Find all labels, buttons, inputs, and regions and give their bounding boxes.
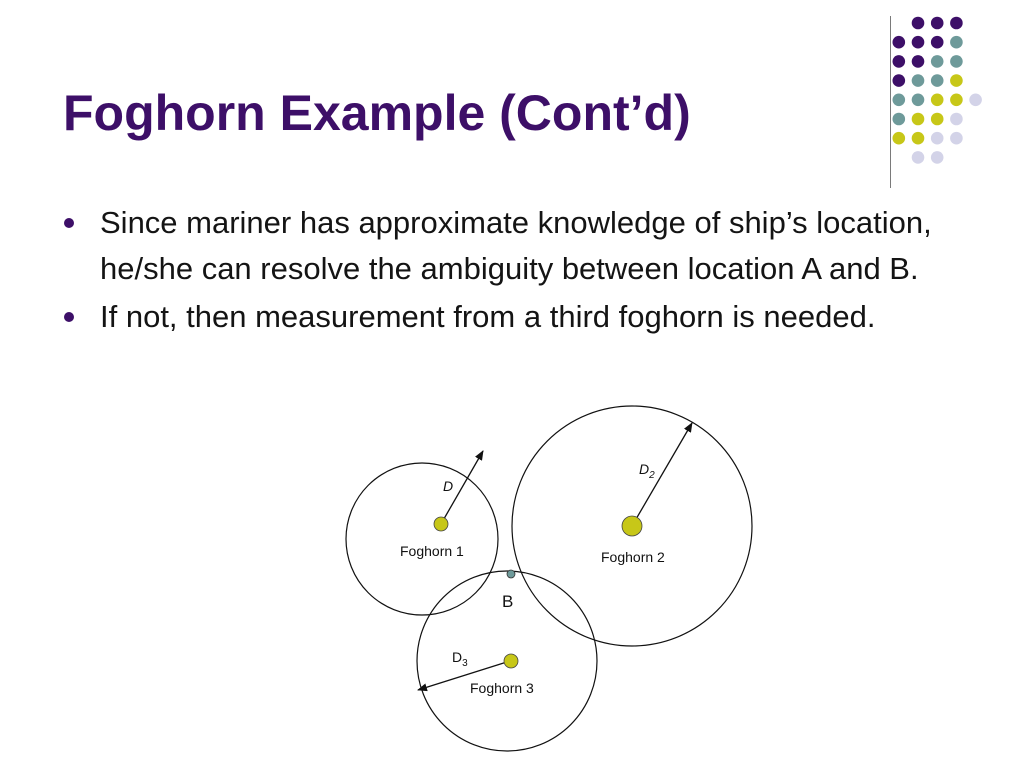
- foghorn-1-distance-label: D: [443, 478, 454, 494]
- foghorn-2-marker: [622, 516, 642, 536]
- foghorn-3-marker: [504, 654, 518, 668]
- foghorn-3-label: Foghorn 3: [470, 680, 534, 696]
- bullet-text: Since mariner has approximate knowledge of ship’s location, he/she can resolve the ambiguity between location A and B.: [100, 205, 932, 286]
- point-b-label: B: [502, 592, 514, 611]
- foghorn-1-range-circle: [346, 463, 498, 615]
- foghorn-1-marker: [434, 517, 448, 531]
- foghorn-2-distance-label: $D_2$: [639, 461, 655, 481]
- bullet-text: If not, then measurement from a third foghorn is needed.: [100, 299, 876, 334]
- foghorn-1-label: Foghorn 1: [400, 543, 464, 559]
- point-b-marker: [507, 570, 515, 578]
- slide-title: Foghorn Example (Cont’d): [63, 85, 691, 141]
- foghorn-2-label: Foghorn 2: [601, 549, 665, 565]
- foghorn-3-distance-label: $D_3$: [452, 649, 468, 669]
